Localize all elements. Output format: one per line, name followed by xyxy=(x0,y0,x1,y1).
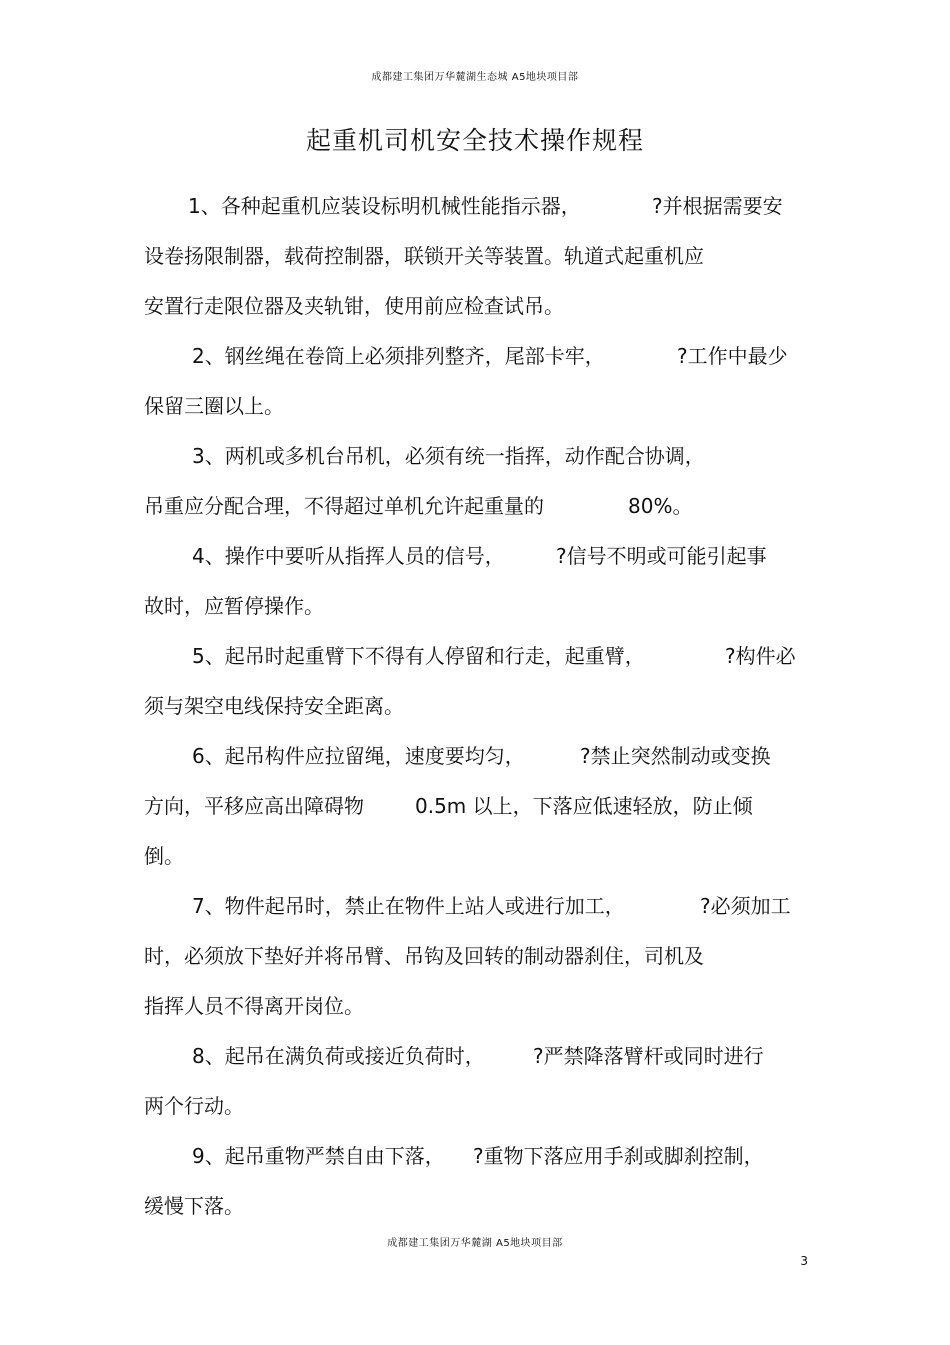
paragraph-line xyxy=(0,681,950,731)
paragraph-line xyxy=(0,1081,950,1131)
text-segment: ?必须加工 xyxy=(700,894,791,918)
text-segment: 安置行走限位器及夹轨钳，使用前应检查试吊。 xyxy=(144,294,564,318)
text-segment: 倒。 xyxy=(144,844,184,868)
paragraph-line xyxy=(0,1181,950,1231)
page-header: 成都建工集团万华麓湖生态城 A5地块项目部 xyxy=(371,72,579,83)
paragraph-line xyxy=(0,631,950,681)
text-segment: 方向，平移应高出障碍物 xyxy=(144,794,364,818)
paragraph-line xyxy=(0,481,950,531)
text-segment: ?信号不明或可能引起事 xyxy=(556,544,767,568)
paragraph-line xyxy=(0,531,950,581)
paragraph-line xyxy=(0,331,950,381)
text-segment: 须与架空电线保持安全距离。 xyxy=(144,694,404,718)
text-segment: 两个行动。 xyxy=(144,1094,244,1118)
text-segment: 7、物件起吊时，禁止在物件上站人或进行加工， xyxy=(192,894,625,918)
text-segment: 吊重应分配合理，不得超过单机允许起重量的 xyxy=(144,494,544,518)
text-segment: 1、各种起重机应装设标明机械性能指示器， xyxy=(188,194,581,218)
text-segment: ?重物下落应用手刹或脚刹控制， xyxy=(473,1144,764,1168)
paragraph-line xyxy=(0,431,950,481)
text-segment: ?并根据需要安 xyxy=(652,194,783,218)
text-segment: 故时，应暂停操作。 xyxy=(144,594,324,618)
text-segment: ?构件必 xyxy=(725,644,796,668)
page-footer: 成都建工集团万华麓湖 A5地块项目部 xyxy=(387,1238,563,1249)
text-segment: 3、两机或多机台吊机，必须有统一指挥，动作配合协调， xyxy=(192,444,705,468)
paragraph-line xyxy=(0,981,950,1031)
paragraph-line xyxy=(0,881,950,931)
text-segment: 设卷扬限制器，载荷控制器，联锁开关等装置。轨道式起重机应 xyxy=(144,244,704,268)
text-segment: 4、操作中要听从指挥人员的信号， xyxy=(192,544,505,568)
paragraph-line xyxy=(0,1031,950,1081)
paragraph-line xyxy=(0,581,950,631)
text-segment: 5、起吊时起重臂下不得有人停留和行走，起重臂， xyxy=(192,644,645,668)
text-segment: ?工作中最少 xyxy=(677,344,788,368)
paragraph-line xyxy=(0,731,950,781)
text-segment: 80%。 xyxy=(628,494,693,518)
text-segment: ?严禁降落臂杆或同时进行 xyxy=(533,1044,764,1068)
text-segment: 指挥人员不得离开岗位。 xyxy=(144,994,364,1018)
paragraph-line xyxy=(0,381,950,431)
text-segment: 时，必须放下垫好并将吊臂、吊钩及回转的制动器刹住，司机及 xyxy=(144,944,704,968)
text-segment: 保留三圈以上。 xyxy=(144,394,284,418)
text-segment: 2、钢丝绳在卷筒上必须排列整齐，尾部卡牢， xyxy=(192,344,605,368)
document-title: 起重机司机安全技术操作规程 xyxy=(305,126,644,155)
text-segment: 缓慢下落。 xyxy=(144,1194,244,1218)
paragraph-line xyxy=(0,931,950,981)
text-segment: 8、起吊在满负荷或接近负荷时， xyxy=(192,1044,485,1068)
paragraph-line xyxy=(0,231,950,281)
paragraph-line xyxy=(0,1131,950,1181)
page-number: 3 xyxy=(800,1254,808,1268)
text-segment: ?禁止突然制动或变换 xyxy=(580,744,771,768)
paragraph-line xyxy=(0,781,950,831)
text-segment: 6、起吊构件应拉留绳，速度要均匀， xyxy=(192,744,525,768)
text-segment: 9、起吊重物严禁自由下落， xyxy=(192,1144,445,1168)
paragraph-line xyxy=(0,181,950,231)
text-segment: 0.5m 以上，下落应低速轻放，防止倾 xyxy=(415,794,753,818)
paragraph-line xyxy=(0,281,950,331)
paragraph-line xyxy=(0,831,950,881)
